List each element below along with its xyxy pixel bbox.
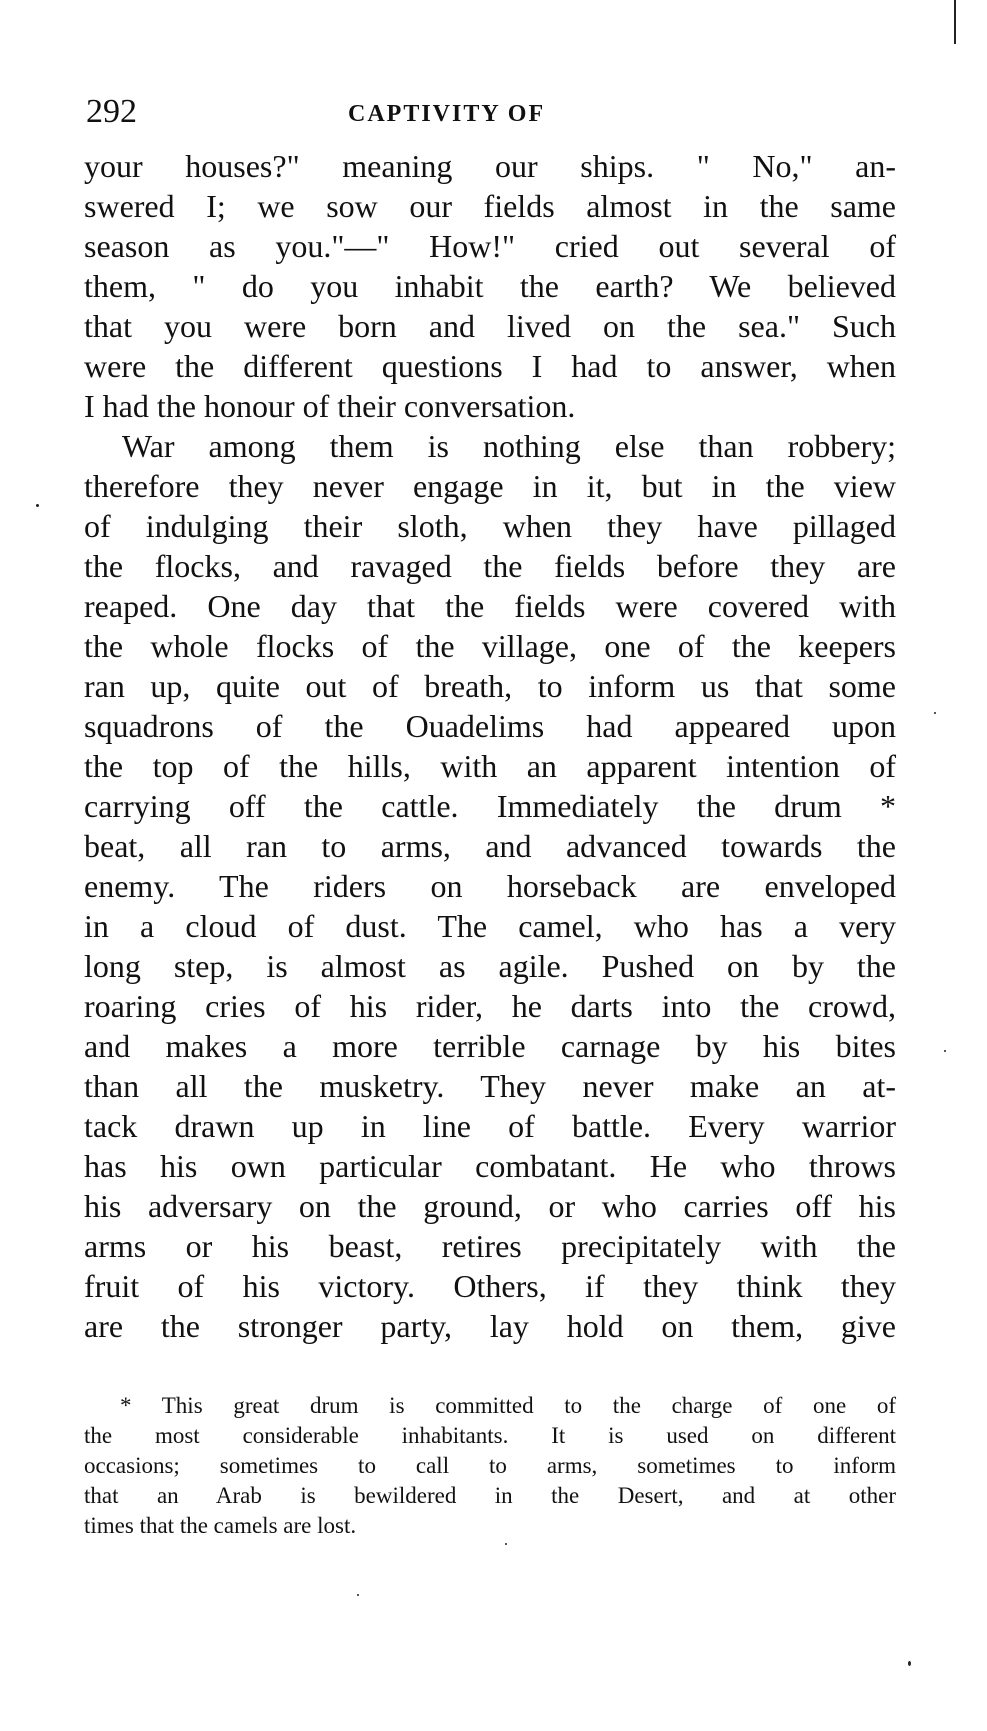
text-line: long step, is almost as agile. Pushed on by the xyxy=(84,948,896,984)
page-number: 292 xyxy=(86,93,137,130)
text-line: are the stronger party, lay hold on them, give xyxy=(84,1308,896,1344)
scan-speck xyxy=(944,1050,946,1052)
text-line: season as you."—" How!" cried out several of xyxy=(84,228,896,264)
text-line: your houses?" meaning our ships. " No," an- xyxy=(84,148,896,184)
text-line: enemy. The riders on horseback are enveloped xyxy=(84,868,896,904)
footnote-line: that an Arab is bewildered in the Desert, and at other xyxy=(84,1483,896,1508)
text-line: has his own particular combatant. He who throws xyxy=(84,1148,896,1184)
text-line: the top of the hills, with an apparent intention of xyxy=(84,748,896,784)
scan-speck xyxy=(357,1594,359,1596)
text-line: of indulging their sloth, when they have pillaged xyxy=(84,508,896,544)
text-line: therefore they never engage in it, but in the view xyxy=(84,468,896,504)
text-line: roaring cries of his rider, he darts into the crowd, xyxy=(84,988,896,1024)
text-line: tack drawn up in line of battle. Every warrior xyxy=(84,1108,896,1144)
text-line: carrying off the cattle. Immediately the drum * xyxy=(84,788,896,824)
text-line: than all the musketry. They never make an at- xyxy=(84,1068,896,1104)
text-line: swered I; we sow our fields almost in the same xyxy=(84,188,896,224)
text-line: and makes a more terrible carnage by his bites xyxy=(84,1028,896,1064)
text-line: beat, all ran to arms, and advanced towards the xyxy=(84,828,896,864)
footnote-line: * This great drum is committed to the charge of one of xyxy=(120,1393,896,1418)
text-line: I had the honour of their conversation. xyxy=(84,388,576,424)
text-line: fruit of his victory. Others, if they think they xyxy=(84,1268,896,1304)
page-header xyxy=(86,95,892,135)
text-line: ran up, quite out of breath, to inform us that some xyxy=(84,668,896,704)
scan-speck xyxy=(505,1543,507,1545)
footnote-line: the most considerable inhabitants. It is used on different xyxy=(84,1423,896,1448)
text-line: the whole flocks of the village, one of the keepers xyxy=(84,628,896,664)
scan-edge-mark xyxy=(954,0,956,44)
footnote-line: times that the camels are lost. xyxy=(84,1513,357,1538)
text-line: arms or his beast, retires precipitately with the xyxy=(84,1228,896,1264)
text-line: in a cloud of dust. The camel, who has a very xyxy=(84,908,896,944)
text-line: were the different questions I had to answer, when xyxy=(84,348,896,384)
main-text xyxy=(84,146,896,1346)
running-title: CAPTIVITY OF xyxy=(348,101,546,127)
text-line: his adversary on the ground, or who carries off his xyxy=(84,1188,896,1224)
footnote-line: occasions; sometimes to call to arms, sometimes to inform xyxy=(84,1453,896,1478)
scan-speck xyxy=(908,1661,911,1666)
text-line: War among them is nothing else than robbery; xyxy=(122,428,896,464)
text-line: that you were born and lived on the sea." Such xyxy=(84,308,896,344)
text-line: reaped. One day that the fields were covered with xyxy=(84,588,896,624)
scan-speck xyxy=(934,712,936,714)
scan-speck xyxy=(36,504,39,507)
text-line: them, " do you inhabit the earth? We believed xyxy=(84,268,896,304)
footnote xyxy=(84,1391,896,1541)
text-line: the flocks, and ravaged the fields before they are xyxy=(84,548,896,584)
text-line: squadrons of the Ouadelims had appeared upon xyxy=(84,708,896,744)
